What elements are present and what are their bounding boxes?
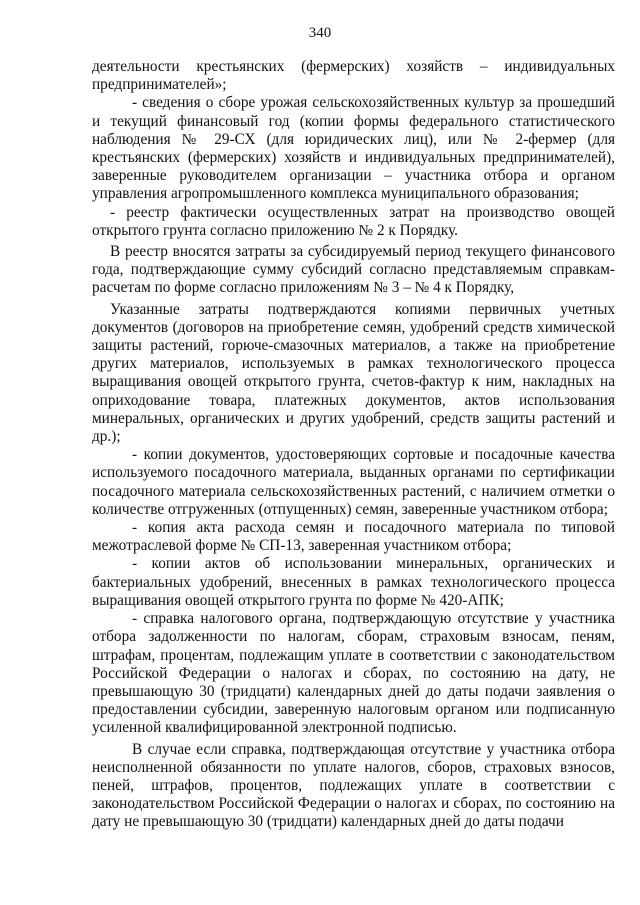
paragraph: - сведения о сборе урожая сельскохозяйственных культур за прошедший и текущий финансовый год (копии формы федерального статистического наблюдения № 29-СХ (для юридических лиц), или № 2-фермер (для крестьянских (фермерских) хозяйств и индивидуальных предпринимателей), заверенные руководителем организации – участника отбора и органом управления агропромышленного комплекса муниципального образования; bbox=[92, 94, 615, 203]
paragraph: - копии документов, удостоверяющих сортовые и посадочные качества используемого посадочного материала, выданных органами по сертификации посадочного материала сельскохозяйственных растений, с наличием отметки о количестве отгруженных (отпущенных) семян, заверенные участником отбора; bbox=[92, 446, 615, 518]
paragraph: деятельности крестьянских (фермерских) хозяйств – индивидуальных предпринимателей»; bbox=[92, 58, 615, 94]
paragraph: - справка налогового органа, подтверждающую отсутствие у участника отбора задолженности по налогам, сборам, страховым взносам, пеням, штрафам, процентам, подлежащим уплате в соответствии с законодательством Российской Федерации о налогах и сборах, по состоянию на дату, не превышающую 30 (тридцати) календарных дней до даты подачи заявления о предоставлении субсидии, заверенную налоговым органом или подписанную усиленной квалифицированной электронной подписью. bbox=[92, 610, 615, 737]
paragraph: В реестр вносятся затраты за субсидируемый период текущего финансового года, подтверждающие сумму субсидий согласно представляемым справкам-расчетам по форме согласно приложениям № 3 – № 4 к Порядку, bbox=[92, 243, 615, 297]
paragraph: - копия акта расхода семян и посадочного материала по типовой межотраслевой форме № СП-13, заверенная участником отбора; bbox=[92, 519, 615, 555]
paragraph: - реестр фактически осуществленных затрат на производство овощей открытого грунта согласно приложению № 2 к Порядку. bbox=[92, 203, 615, 239]
page-number: 340 bbox=[308, 25, 332, 41]
document-body bbox=[92, 58, 615, 832]
paragraph: - копии актов об использовании минеральных, органических и бактериальных удобрений, внесенных в рамках технологического процесса выращивания овощей открытого грунта по форме № 420-АПК; bbox=[92, 555, 615, 609]
paragraph: Указанные затраты подтверждаются копиями первичных учетных документов (договоров на приобретение семян, удобрений средств химической защиты растений, горюче-смазочных материалов, а также на приобретение других материалов, используемых в рамках технологического процесса выращивания овощей открытого грунта, счетов-фактур к ним, накладных на оприходование товара, платежных документов, актов использования минеральных, органических и других удобрений, средств защиты растений и др.); bbox=[92, 300, 615, 446]
paragraph: В случае если справка, подтверждающая отсутствие у участника отбора неисполненной обязанности по уплате налогов, сборов, страховых взносов, пеней, штрафов, процентов, подлежащих уплате в соответствии с законодательством Российской Федерации о налогах и сборах, по состоянию на дату не превышающую 30 (тридцати) календарных дней до даты подачи bbox=[92, 740, 615, 831]
